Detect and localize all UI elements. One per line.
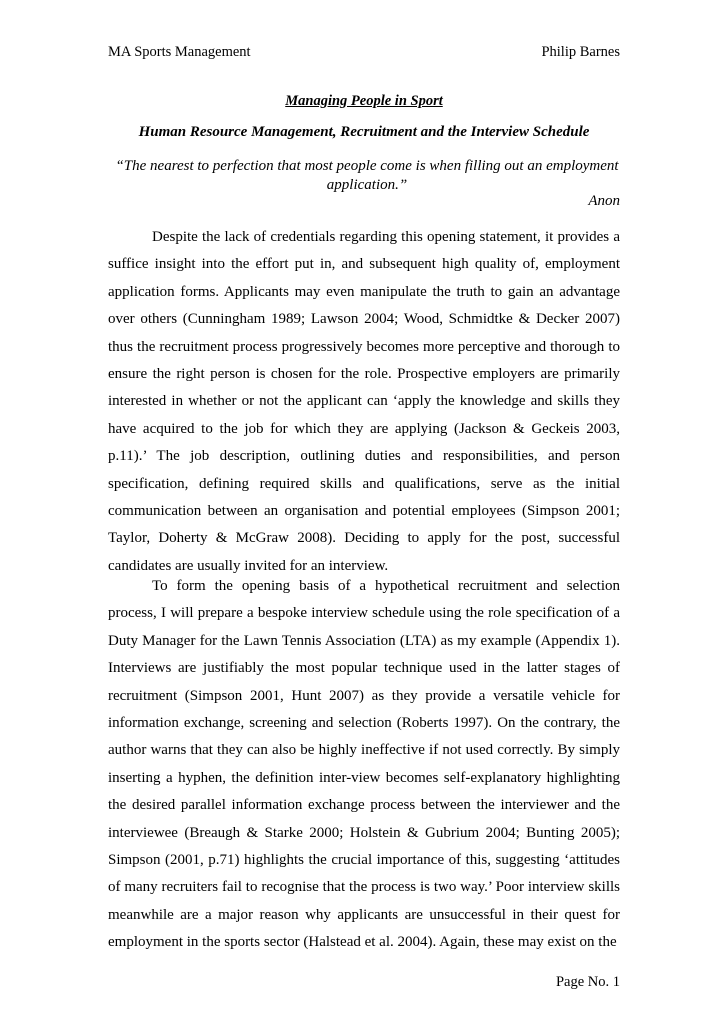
body-paragraph-2: To form the opening basis of a hypothetical recruitment and selection process, I will prepare a bespoke interview schedule using the role specification of a Duty Manager for the Lawn Tennis Association (LTA) as my example (Appendix 1). Interviews are justifiably the most popular technique used in the latter stages of recruitment (Simpson 2001, Hunt 2007) as they provide a versatile vehicle for information exchange, screening and selection (Roberts 1997). On the contrary, the author warns that they can also be highly ineffective if not used correctly. By simply inserting a hyphen, the definition inter-view becomes self-explanatory highlighting the desired parallel information exchange process between the interviewer and the interviewee (Breaugh & Starke 2000; Holstein & Gubrium 2004; Bunting 2005); Simpson (2001, p.71) highlights the crucial importance of this, suggesting ‘attitudes of many recruiters fail to recognise that the process is two way.’ Poor interview skills meanwhile are a major reason why applicants are unsuccessful in their quest for employment in the sports sector (Halstead et al. 2004). Again, these may exist on the	[108, 578, 620, 951]
document-subtitle: Human Resource Management, Recruitment and the Interview Schedule	[138, 124, 590, 140]
quote-attribution: Anon	[588, 193, 620, 209]
opening-quote: “The nearest to perfection that most people come is when filling out an employment application.”	[115, 158, 619, 193]
document-title: Managing People in Sport	[285, 93, 443, 109]
body-paragraph-1: Despite the lack of credentials regarding this opening statement, it provides a suffice insight into the effort put in, and subsequent high quality of, employment application forms. Applicants may even manipulate the truth to gain an advantage over others (Cunningham 1989; Lawson 2004; Wood, Schmidtke & Decker 2007) thus the recruitment process progressively becomes more perceptive and thorough to ensure the right person is chosen for the role. Prospective employers are primarily interested in whether or not the applicant can ‘apply the knowledge and skills they have acquired to the job for which they are applying (Jackson & Geckeis 2003, p.11).’ The job description, outlining duties and responsibilities, and person specification, defining required skills and qualifications, serve as the initial communication between an organisation and potential employees (Simpson 2001; Taylor, Doherty & McGraw 2008). Deciding to apply for the post, successful candidates are usually invited for an interview.	[108, 229, 620, 574]
page-number: Page No. 1	[555, 974, 620, 990]
header-course: MA Sports Management	[108, 44, 251, 60]
header-author: Philip Barnes	[541, 44, 620, 60]
